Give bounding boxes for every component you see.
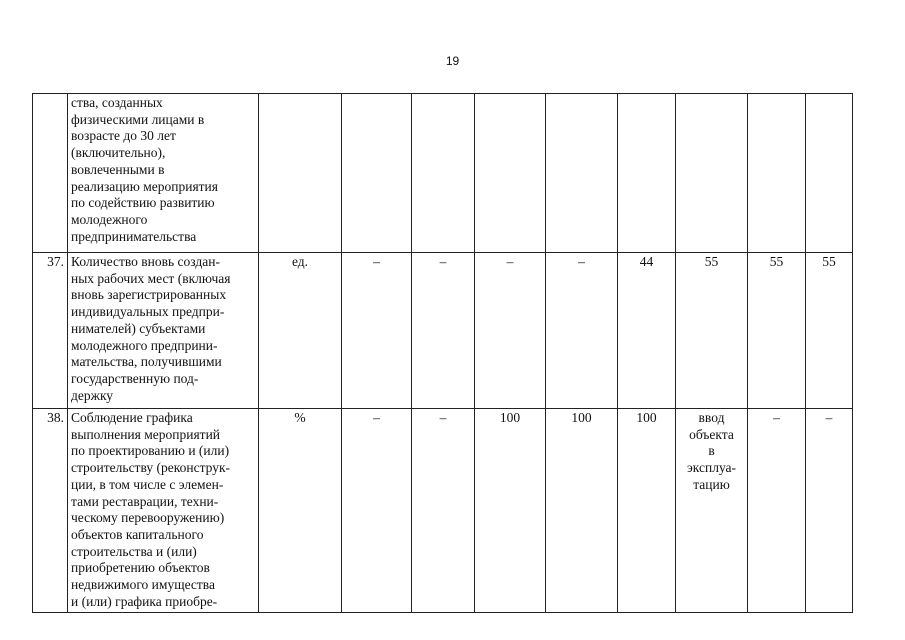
value-cell: 44	[618, 253, 676, 409]
value-cell: –	[342, 409, 412, 613]
value-cell: ввод объекта в эксплуа- тацию	[676, 409, 748, 613]
value-cell: 55	[748, 253, 806, 409]
unit-cell	[259, 94, 342, 253]
value-cell: –	[546, 253, 618, 409]
value-cell	[342, 94, 412, 253]
value-cell: 100	[546, 409, 618, 613]
indicator-table	[32, 93, 853, 613]
value-cell: 100	[618, 409, 676, 613]
value-cell: –	[342, 253, 412, 409]
value-cell: 100	[475, 409, 546, 613]
value-cell	[475, 94, 546, 253]
value-cell: –	[475, 253, 546, 409]
value-cell	[412, 94, 475, 253]
value-cell: –	[806, 409, 853, 613]
table-row	[33, 409, 853, 613]
indicator-name: ства, созданных физическими лицами в возрасте до 30 лет (включительно), вовлеченными в реализацию мероприятия по содействию развитию молодежного предпринимательства	[68, 94, 259, 253]
value-cell	[676, 94, 748, 253]
row-number: 38.	[33, 409, 68, 613]
table-row	[33, 94, 853, 253]
row-number: 37.	[33, 253, 68, 409]
row-number	[33, 94, 68, 253]
table-row	[33, 253, 853, 409]
value-cell: 55	[806, 253, 853, 409]
value-cell	[546, 94, 618, 253]
value-cell	[618, 94, 676, 253]
unit-cell: ед.	[259, 253, 342, 409]
value-cell	[748, 94, 806, 253]
value-cell: 55	[676, 253, 748, 409]
unit-cell: %	[259, 409, 342, 613]
indicator-name: Соблюдение графика выполнения мероприятий по проектированию и (или) строительству (реконструк- ции, в том числе с элемен- тами реставрации, техни- ческому перевооружению) объектов капитального строительства и (или) приобретению объектов недвижимого имущества и (или) графика приобре-	[68, 409, 259, 613]
value-cell: –	[412, 253, 475, 409]
value-cell: –	[748, 409, 806, 613]
indicator-name: Количество вновь создан- ных рабочих мест (включая вновь зарегистрированных индивидуальных предпри- нимателей) субъектами молодежного предприни- мательства, получившими государственную под- держку	[68, 253, 259, 409]
page-number: 19	[445, 54, 460, 68]
value-cell: –	[412, 409, 475, 613]
value-cell	[806, 94, 853, 253]
